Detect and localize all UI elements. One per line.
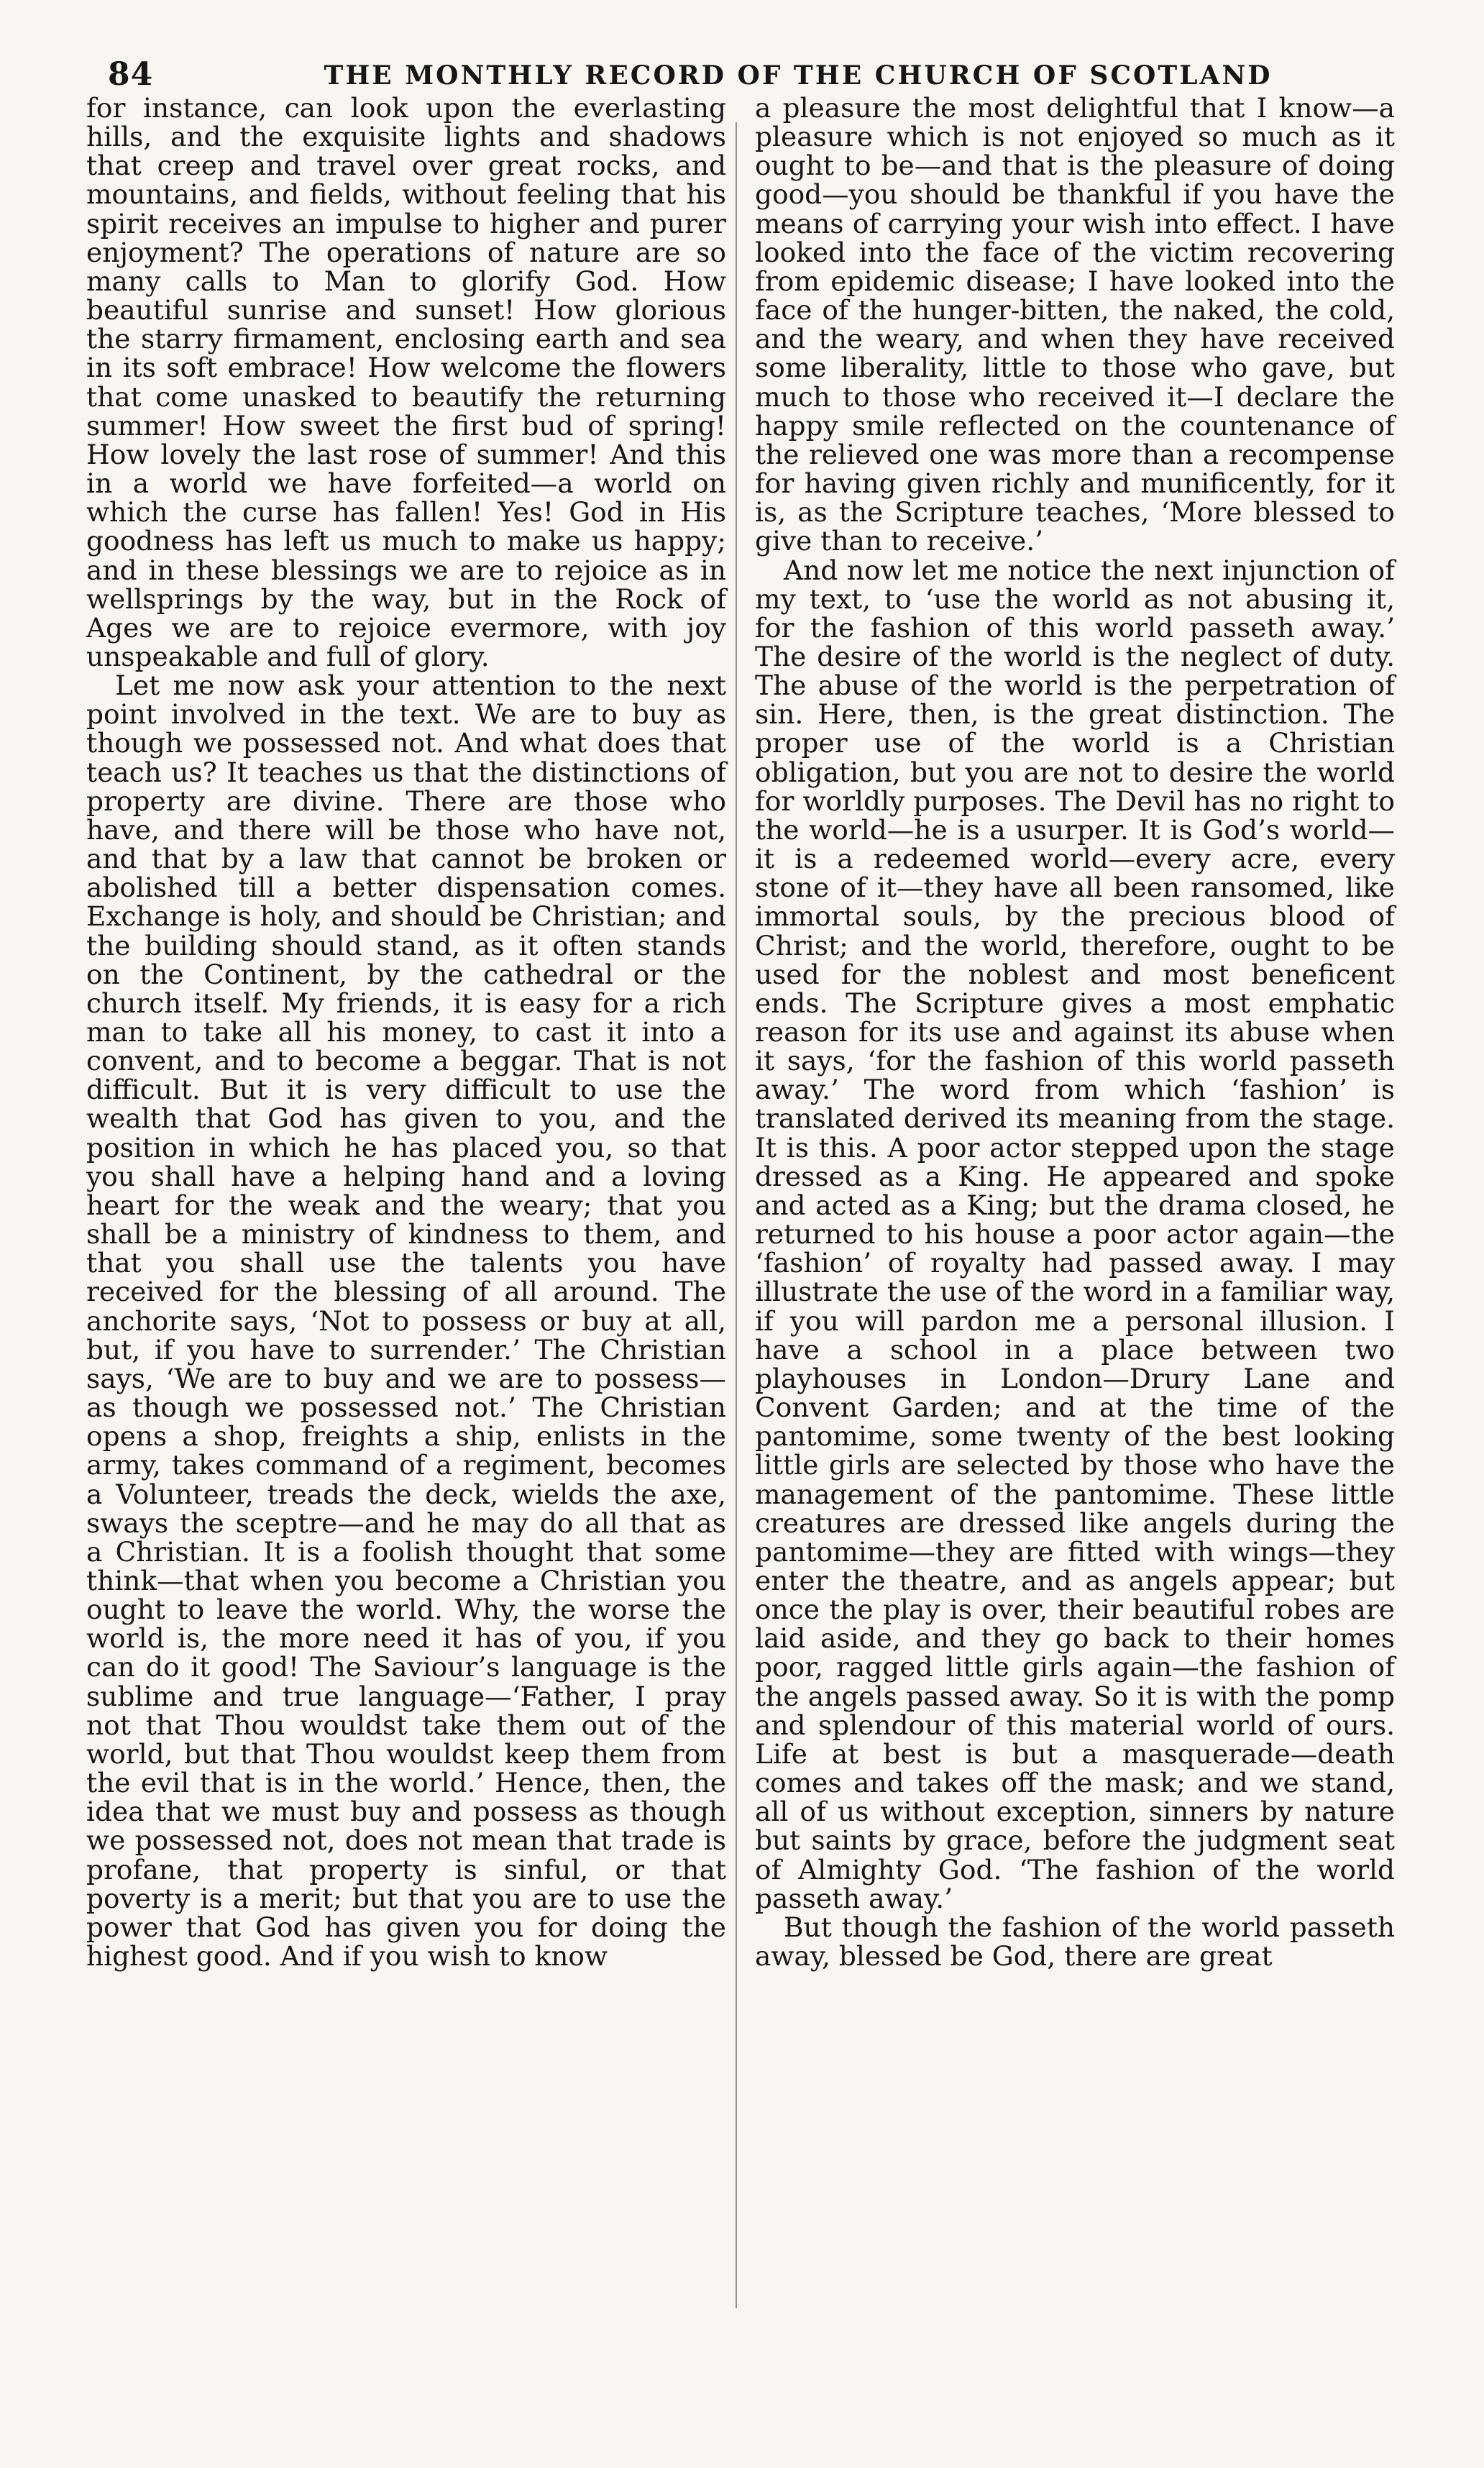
- column-divider: [736, 122, 737, 2308]
- paragraph: for instance, can look upon the everlasting hills, and the exquisite lights and shadows that creep and travel over great rocks, and mountains, and fields, without feeling that his spirit receives an impulse to higher and purer enjoyment? The operations of nature are so many calls to Man to glorify God. How beautiful sunrise and sunset! How glorious the starry firmament, enclosing earth and sea in its soft embrace! How welcome the flowers that come unasked to beautify the returning summer! How sweet the first bud of spring! How lovely the last rose of summer! And this in a world we have forfeited—a world on which the curse has fallen! Yes! God in His goodness has left us much to make us happy; and in these blessings we are to rejoice as in wellsprings by the way, but in the Rock of Ages we are to rejoice evermore, with joy unspeakable and full of glory.: [86, 92, 726, 672]
- paragraph: Let me now ask your attention to the next point involved in the text. We are to buy as though we possessed not. And what does that teach us? It teaches us that the distinctions of property are divine. There are those who have, and there will be those who have not, and that by a law that cannot be broken or abolished till a better dispensation comes. Exchange is holy, and should be Christian; and the building should stand, as it often stands on the Continent, by the cathedral or the church itself. My friends, it is easy for a rich man to take all his money, to cast it into a convent, and to become a beggar. That is not difficult. But it is very difficult to use the wealth that God has given to you, and the position in which he has placed you, so that you shall have a helping hand and a loving heart for the weak and the weary; that you shall be a ministry of kindness to them, and that you shall use the talents you have received for the blessing of all around. The anchorite says, ‘Not to possess or buy at all, but, if you have to surrender.’ The Christian says, ‘We are to buy and we are to possess—as though we possessed not.’ The Christian opens a shop, freights a ship, enlists in the army, takes command of a regiment, becomes a Volunteer, treads the deck, wields the axe, sways the sceptre—and he may do all that as a Christian. It is a foolish thought that some think—that when you become a Christian you ought to leave the world. Why, the worse the world is, the more need it has of you, if you can do it good! The Saviour’s language is the sublime and true language—‘Father, I pray not that Thou wouldst take them out of the world, but that Thou wouldst keep them from the evil that is in the world.’ Hence, then, the idea that we must buy and possess as though we possessed not, does not mean that trade is profane, that property is sinful, or that poverty is a merit; but that you are to use the power that God has given you for doing the highest good. And if you wish to know: [86, 669, 726, 1972]
- paragraph: And now let me notice the next injunction of my text, to ‘use the world as not abusing it, for the fashion of this world passeth away.’ The desire of the world is the neglect of duty. The abuse of the world is the perpetration of sin. Here, then, is the great distinction. The proper use of the world is a Christian obligation, but you are not to desire the world for worldly purposes. The Devil has no right to the world—he is a usurper. It is God’s world—it is a redeemed world—every acre, every stone of it—they have all been ransomed, like immortal souls, by the precious blood of Christ; and the world, therefore, ought to be used for the noblest and most beneficent ends. The Scripture gives a most emphatic reason for its use and against its abuse when it says, ‘for the fashion of this world passeth away.’ The word from which ‘fashion’ is translated derived its meaning from the stage. It is this. A poor actor stepped upon the stage dressed as a King. He appeared and spoke and acted as a King; but the drama closed, he returned to his house a poor actor again—the ‘fashion’ of royalty had passed away. I may illustrate the use of the word in a familiar way, if you will pardon me a personal illusion. I have a school in a place between two playhouses in London—Drury Lane and Convent Garden; and at the time of the pantomime, some twenty of the best looking little girls are selected by those who have the management of the pantomime. These little creatures are dressed like angels during the pantomime—they are fitted with wings—they enter the theatre, and as angels appear; but once the play is over, their beautiful robes are laid aside, and they go back to their homes poor, ragged little girls again—the fashion of the angels passed away. So it is with the pomp and splendour of this material world of ours. Life at best is but a masquerade—death comes and takes off the mask; and we stand, all of us without exception, sinners by nature but saints by grace, before the judgment seat of Almighty God. ‘The fashion of the world passeth away.’: [755, 554, 1395, 1914]
- running-title: THE MONTHLY RECORD OF THE CHURCH OF SCOTLAND: [324, 60, 1273, 91]
- right-column: [755, 93, 1395, 1970]
- page-number: 84: [108, 56, 154, 93]
- paragraph: But though the fashion of the world passeth away, blessed be God, there are great: [755, 1911, 1395, 1972]
- left-column: [86, 93, 726, 1970]
- paragraph: a pleasure the most delightful that I know—a pleasure which is not enjoyed so much as it ought to be—and that is the pleasure of doing good—you should be thankful if you have the means of carrying your wish into effect. I have looked into the face of the victim recovering from epidemic disease; I have looked into the face of the hunger-bitten, the naked, the cold, and the weary, and when they have received some liberality, little to those who gave, but much to those who received it—I declare the happy smile reflected on the countenance of the relieved one was more than a recompense for having given richly and munificently, for it is, as the Scripture teaches, ‘More blessed to give than to receive.’: [755, 92, 1395, 557]
